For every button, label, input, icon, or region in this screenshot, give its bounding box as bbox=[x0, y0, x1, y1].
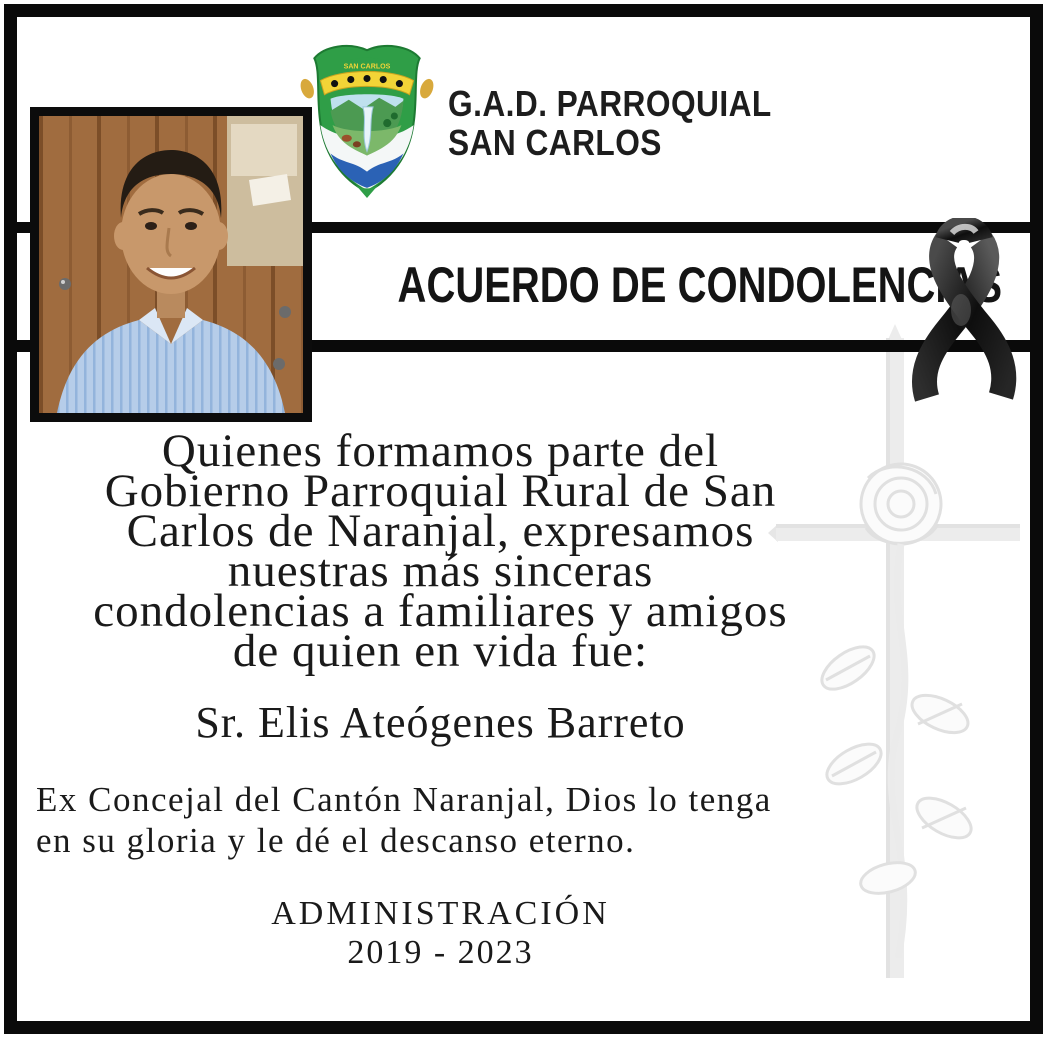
condolence-message bbox=[18, 425, 863, 677]
org-name-line1: G.A.D. PARROQUIAL bbox=[448, 83, 772, 124]
org-name bbox=[448, 84, 772, 162]
message-line: Quienes formamos parte del bbox=[161, 425, 720, 477]
card-title-text: ACUERDO DE CONDOLENCIAS bbox=[397, 257, 1003, 313]
portrait-photo bbox=[30, 107, 312, 422]
tribute-line: Ex Concejal del Cantón Naranjal, Dios lo tenga bbox=[36, 780, 772, 819]
administration-period: 2019 - 2023 bbox=[347, 934, 534, 971]
card-title bbox=[322, 256, 1003, 314]
message-line: Gobierno Parroquial Rural de San bbox=[104, 465, 777, 517]
message-line: Carlos de Naranjal, expresamos bbox=[126, 505, 755, 557]
administration-footer bbox=[18, 894, 863, 972]
crest-banner-text: SAN CARLOS bbox=[343, 62, 391, 71]
tribute-text bbox=[36, 779, 926, 861]
mourning-ribbon-icon bbox=[903, 218, 1025, 410]
portrait-illustration bbox=[39, 116, 303, 413]
parish-crest-logo bbox=[296, 36, 438, 198]
message-line: condolencias a familiares y amigos bbox=[93, 585, 788, 637]
org-name-line2: SAN CARLOS bbox=[448, 122, 662, 163]
tribute-line: en su gloria y le dé el descanso eterno. bbox=[36, 821, 636, 860]
deceased-name: Sr. Elis Ateógenes Barreto bbox=[195, 698, 686, 747]
administration-label: ADMINISTRACIÓN bbox=[271, 895, 610, 932]
message-line: nuestras más sinceras bbox=[227, 545, 654, 597]
message-line: de quien en vida fue: bbox=[232, 625, 649, 677]
